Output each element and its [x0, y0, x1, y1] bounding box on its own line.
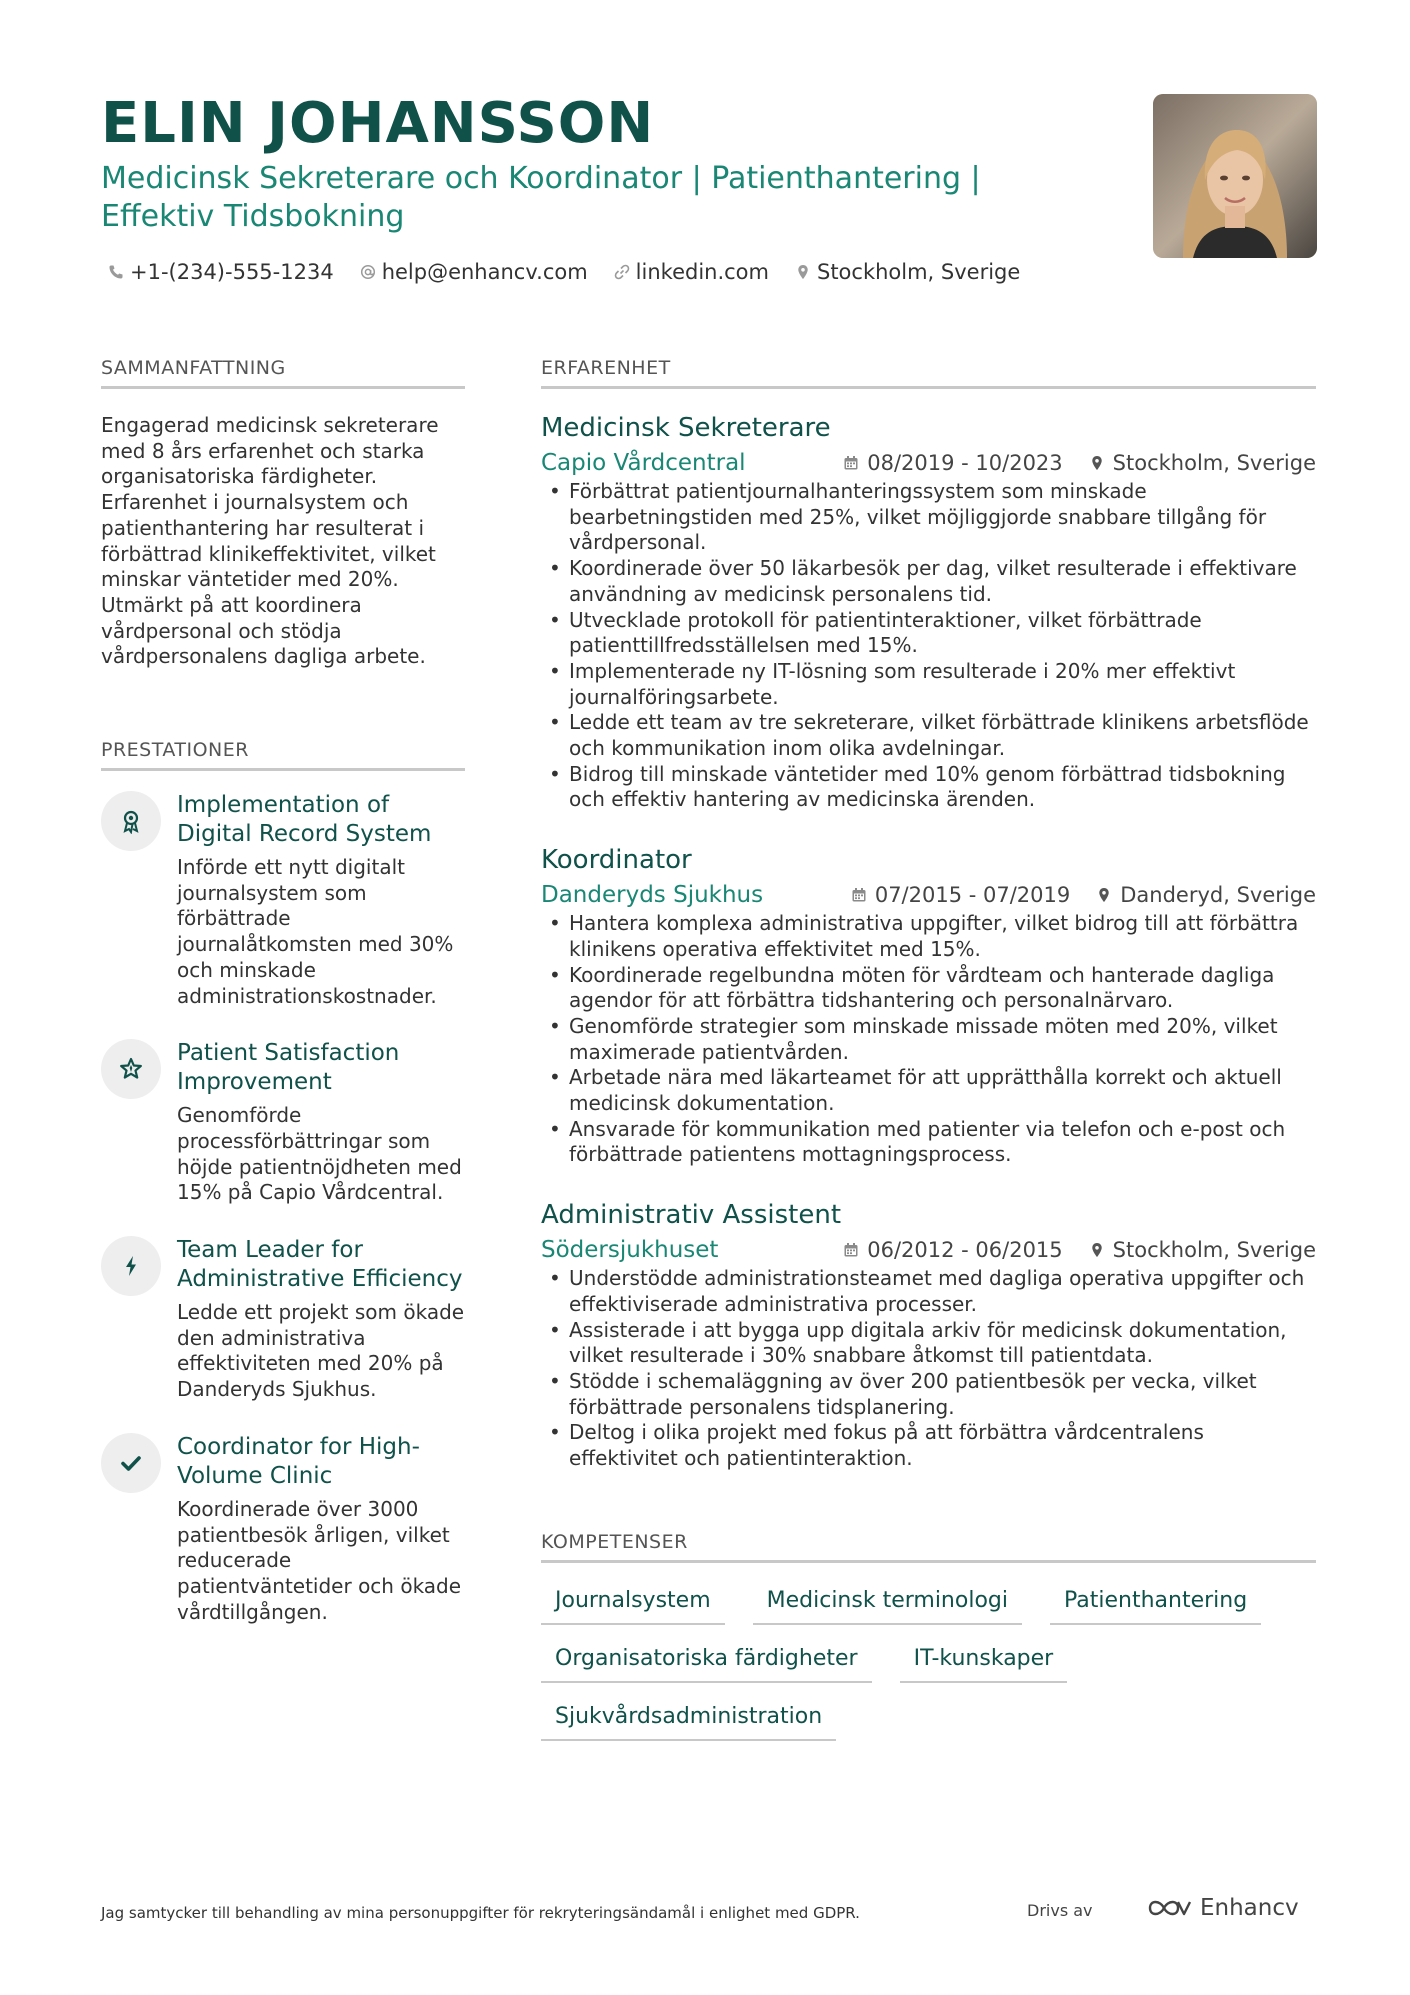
location-icon [1096, 887, 1112, 903]
job-bullets [541, 911, 1316, 1168]
achievement-icon-wrap [101, 1236, 161, 1296]
job-title: Medicinsk Sekreterare [541, 413, 831, 443]
skills-title: KOMPETENSER [541, 1530, 1316, 1563]
contact-phone[interactable] [108, 258, 334, 286]
skills-section [541, 1530, 1316, 1741]
achievement-item [101, 1236, 465, 1403]
achievement-title: Coordinator for High-Volume Clinic [177, 1433, 420, 1489]
summary-section [101, 356, 465, 670]
check-icon [118, 1450, 144, 1476]
contact-location [795, 258, 1020, 286]
job-bullet: • Understödde administrationsteamet med dagliga operativa uppgifter och effektiviserade administrativa processer. [541, 1266, 1316, 1317]
job-bullet: • Bidrog till minskade väntetider med 10% genom förbättrad tidsbokning och effektiv hantering av medicinska ärenden. [541, 762, 1316, 813]
achievement-body [177, 1039, 465, 1206]
achievement-desc: Ledde ett projekt som ökade den administrativa effektiviteten med 20% på Danderyds Sjukhus. [177, 1300, 465, 1402]
job-company: Södersjukhuset [541, 1237, 719, 1264]
job-title: Administrativ Assistent [541, 1200, 842, 1231]
job-location-text: Stockholm, Sverige [1112, 1238, 1316, 1263]
job-location [1089, 449, 1316, 477]
achievement-title: Patient Satisfaction Improvement [177, 1040, 400, 1096]
bolt-icon [118, 1253, 144, 1279]
job-dates-text: 08/2019 - 10/2023 [867, 451, 1063, 475]
job-location [1089, 1236, 1316, 1264]
job-location [1096, 881, 1316, 909]
star-icon [118, 1056, 144, 1082]
job-bullets [541, 479, 1316, 813]
job-bullet: • Implementerade ny IT-lösning som resulterade i 20% mer effektivt journalföringsarbete. [541, 659, 1316, 710]
location-icon [1089, 1242, 1105, 1258]
job-dates-text: 07/2015 - 07/2019 [874, 883, 1071, 908]
ribbon-icon [118, 808, 144, 834]
job-bullets [541, 1266, 1316, 1472]
achievements-section [101, 738, 465, 1625]
job-bullet: • Förbättrat patientjournalhanteringssystem som minskade bearbetningstiden med 25%, vilket möjliggjorde snabbare tillgång för vårdpersonal. [541, 479, 1316, 556]
achievement-desc: Koordinerade över 3000 patientbesök årligen, vilket reducerade patientväntetider och ökade vårdtillgången. [177, 1496, 462, 1624]
link-icon [614, 264, 630, 280]
job-entry [541, 1198, 1316, 1472]
skill-tag: Organisatoriska färdigheter [541, 1641, 872, 1683]
achievement-item [101, 1433, 465, 1626]
summary-text: Engagerad medicinsk sekreterare med 8 års erfarenhet och starka organisatoriska färdigheter. Erfarenhet i journalsystem och patienthantering har resulterat i förbättrad klinikeffektivitet, vilket minskar väntetider med 20%. Utmärkt på att koordinera vårdpersonal och stödja vårdpersonalens dagliga arbete. [101, 413, 439, 669]
candidate-name: ELIN JOHANSSON [101, 91, 655, 156]
enhancv-logo-icon [1146, 1896, 1192, 1920]
brand-name: Enhancv [1200, 1895, 1299, 1921]
achievement-icon-wrap [101, 1039, 161, 1099]
job-title: Koordinator [541, 845, 692, 876]
calendar-icon [851, 887, 867, 903]
skill-tag: Sjukvårdsadministration [541, 1699, 836, 1741]
achievement-body [177, 1236, 465, 1403]
profile-photo [1153, 94, 1317, 258]
job-dates [843, 1236, 1062, 1264]
powered-by-label: Drivs av [1027, 1901, 1093, 1920]
job-bullet: • Deltog i olika projekt med fokus på att förbättra vårdcentralens effektivitet och patientinteraktion. [541, 1420, 1316, 1471]
candidate-headline: Medicinsk Sekreterare och Koordinator | Patienthantering | Effektiv Tidsbokning [101, 161, 981, 234]
calendar-icon [843, 455, 859, 471]
job-entry [541, 843, 1316, 1168]
calendar-icon [843, 1242, 859, 1258]
portrait-illustration [1153, 94, 1317, 258]
achievements-title: PRESTATIONER [101, 738, 465, 771]
experience-section [541, 356, 1316, 1472]
job-company: Capio Vårdcentral [541, 450, 746, 476]
job-dates [843, 449, 1062, 477]
job-bullet: • Utvecklade protokoll för patientinteraktioner, vilket förbättrade patienttillfredsställelsen med 15%. [541, 608, 1316, 659]
achievement-item [101, 1039, 465, 1206]
phone-icon [108, 264, 124, 280]
achievement-title: Implementation of Digital Record System [177, 792, 432, 848]
job-bullet: • Ansvarade för kommunikation med patienter via telefon och e-post och förbättrade patientens mottagningsprocess. [541, 1117, 1316, 1168]
skills-list [541, 1583, 1316, 1741]
contact-location-text: Stockholm, Sverige [816, 260, 1021, 284]
contact-bar [108, 258, 1020, 286]
job-dates [851, 881, 1070, 909]
experience-title: ERFARENHET [541, 356, 1316, 389]
job-location-text: Stockholm, Sverige [1112, 451, 1316, 475]
achievement-title: Team Leader for Administrative Efficiency [177, 1237, 463, 1293]
contact-linkedin-text: linkedin.com [635, 260, 769, 284]
skill-tag: Journalsystem [541, 1583, 725, 1625]
achievement-desc: Införde ett nytt digitalt journalsystem som förbättrade journalåtkomsten med 30% och minskade administrationskostnader. [177, 855, 454, 1008]
job-bullet: • Koordinerade regelbundna möten för vårdteam och hanterade dagliga agendor för att förbättra tidshantering och personalnärvaro. [541, 963, 1316, 1014]
job-dates-text: 06/2012 - 06/2015 [867, 1238, 1063, 1263]
gdpr-consent: Jag samtycker till behandling av mina personuppgifter för rekryteringsändamål i enlighet med GDPR. [101, 1904, 860, 1922]
location-icon [1089, 455, 1105, 471]
job-meta [541, 449, 1316, 477]
location-icon [795, 264, 811, 280]
achievement-item [101, 791, 465, 1009]
job-bullet: • Stödde i schemaläggning av över 200 patientbesök per vecka, vilket förbättrade personalens tidsplanering. [541, 1369, 1316, 1420]
contact-phone-text: +1-(234)-555-1234 [130, 260, 334, 284]
at-icon [360, 264, 376, 280]
contact-email-text: help@enhancv.com [381, 260, 588, 284]
enhancv-logo[interactable] [1146, 1893, 1299, 1923]
achievement-body [177, 1433, 465, 1626]
job-entry [541, 411, 1316, 813]
job-bullet: • Ledde ett team av tre sekreterare, vilket förbättrade klinikens arbetsflöde och kommunikation inom olika avdelningar. [541, 710, 1316, 761]
job-bullet: • Koordinerade över 50 läkarbesök per dag, vilket resulterade i effektivare användning av medicinsk personalens tid. [541, 556, 1316, 607]
left-column [101, 356, 465, 1625]
summary-title: SAMMANFATTNING [101, 356, 465, 389]
skill-tag: IT-kunskaper [900, 1641, 1068, 1683]
job-location-text: Danderyd, Sverige [1120, 883, 1316, 908]
job-meta [541, 1236, 1316, 1264]
contact-linkedin[interactable] [614, 258, 769, 286]
job-meta [541, 881, 1316, 909]
job-bullet: • Assisterade i att bygga upp digitala arkiv för medicinsk dokumentation, vilket resulterade i 30% snabbare åtkomst till patientdata. [541, 1318, 1316, 1369]
job-bullet: • Genomförde strategier som minskade missade möten med 20%, vilket maximerade patientvården. [541, 1014, 1316, 1065]
contact-email[interactable] [360, 258, 588, 286]
achievement-desc: Genomförde processförbättringar som höjde patientnöjdheten med 15% på Capio Vårdcentral. [177, 1103, 462, 1205]
job-bullet: • Arbetade nära med läkarteamet för att upprätthålla korrekt och aktuell medicinsk dokumentation. [541, 1065, 1316, 1116]
achievement-body [177, 791, 465, 1009]
achievement-icon-wrap [101, 791, 161, 851]
skill-tag: Medicinsk terminologi [753, 1583, 1022, 1625]
skill-tag: Patienthantering [1050, 1583, 1261, 1625]
achievement-icon-wrap [101, 1433, 161, 1493]
job-company: Danderyds Sjukhus [541, 882, 764, 909]
job-bullet: • Hantera komplexa administrativa uppgifter, vilket bidrog till att förbättra klinikens operativa effektivitet med 15%. [541, 911, 1316, 962]
right-column [541, 356, 1316, 1741]
